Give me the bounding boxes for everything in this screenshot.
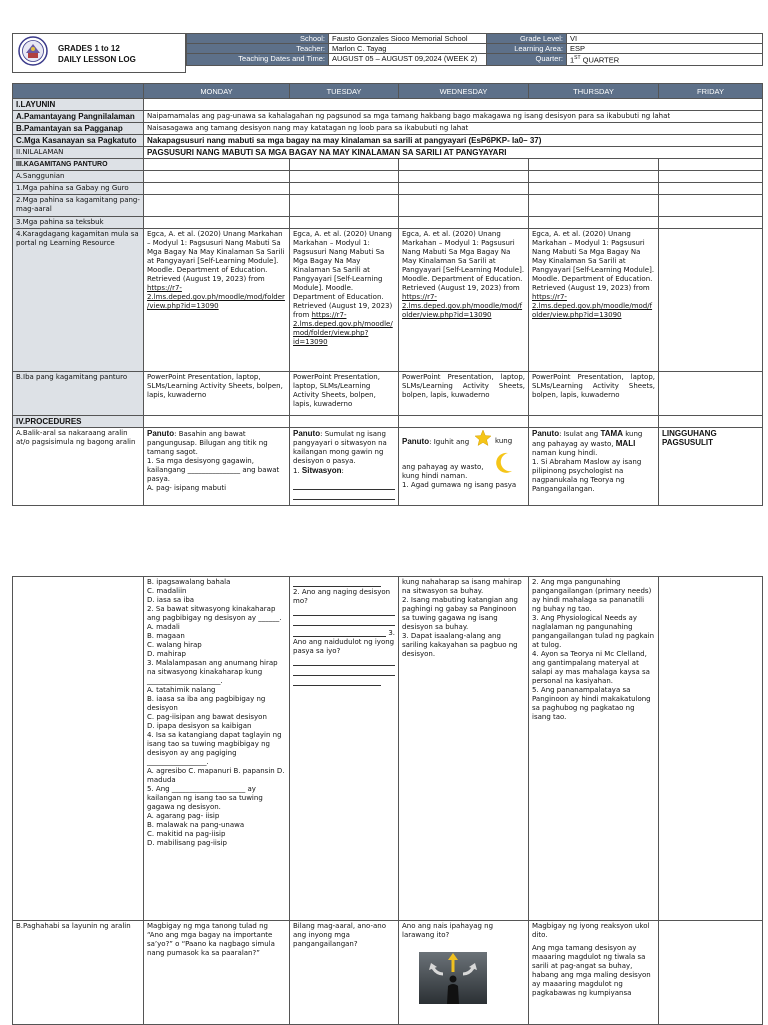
- list-item: B. malawak na pang-unawa: [147, 821, 245, 829]
- list-item: D. mabilisang pag-iisip: [147, 839, 227, 847]
- ref-thursday: Egca, A. et al. (2020) Unang Markahan – Modyul 1: Pagsusuri Nang Mabuti Sa Mga Bagay Na May Kinalaman Sa Sarili at Pangyayari [Self-Learning Module]. Moodle. Department of Education. Retrieved (August 19, 2023) from https://r7-2.lms.deped.gov.ph/moodle/mod/folder/view.php?id=13090: [529, 229, 659, 372]
- list-item: C. makitid na pag-iisip: [147, 830, 226, 838]
- cont-thursday: [529, 577, 659, 921]
- ref-link-monday[interactable]: https://r7-2.lms.deped.gov.ph/moodle/mod/folder/view.php?id=13090: [147, 284, 285, 310]
- cont-tuesday: 2. Ano ang naging desisyon mo? 3. Ano ang naidudulot ng iyong pasya sa iyo?: [290, 577, 399, 921]
- cont-wednesday: [399, 577, 529, 921]
- list-item: C. pag-iisipan ang bawat desisyon: [147, 713, 267, 721]
- kagamitan-heading: III.KAGAMITANG PANTURO: [13, 159, 144, 171]
- ref-monday: Egca, A. et al. (2020) Unang Markahan – Modyul 1: Pagsusuri Nang Mabuti Sa Mga Bagay Na May Kinalaman Sa Sarili at Pangyayari [Self-Learning Module]. Moodle. Department of Education. Retrieved (August 19, 2023) from https://r7-2.lms.deped.gov.ph/moodle/mod/folder/view.php?id=13090: [144, 229, 290, 372]
- quarter-label: Quarter:: [487, 54, 567, 66]
- day-friday: FRIDAY: [659, 84, 763, 99]
- sanggunian-label: A.Sanggunian: [13, 171, 144, 183]
- header-info-table: [186, 33, 763, 66]
- day-header-blank: [13, 84, 144, 99]
- balik-thursday: Panuto: Isulat ang TAMA kung ang pahayag ay wasto, MALI naman kung hindi. 1. Si Abraham Maslow ay isang pilipinong psychologist na nagpanukala ng Teorya ng Pangangailangan.: [529, 428, 659, 506]
- ref-wednesday: Egca, A. et al. (2020) Unang Markahan – Modyul 1: Pagsusuri Nang Mabuti Sa Mga Bagay Na May Kinalaman Sa Sarili at Pangyayari [Self-Learning Module]. Moodle. Department of Education. Retrieved (August 19, 2023) from https://r7-2.lms.deped.gov.ph/moodle/mod/folder/view.php?id=13090: [399, 229, 529, 372]
- deped-seal-icon: [18, 36, 48, 66]
- school-label: School:: [187, 34, 329, 44]
- balik-tuesday: Panuto: Sumulat ng isang pangyayari o sitwasyon na kailangan mong gawin ng desisyon o pasya. 1. Sitwasyon:: [290, 428, 399, 506]
- day-wednesday: WEDNESDAY: [399, 84, 529, 99]
- list-item: A. madali: [147, 623, 180, 631]
- teksbuk-label: 3.Mga pahina sa teksbuk: [13, 217, 144, 229]
- teacher-value: Marlon C. Tayag: [329, 44, 487, 54]
- materials-tuesday: PowerPoint Presentation, laptop, SLMs/Learning Activity Sheets, bolpen, lapis, kuwaderno: [290, 372, 399, 416]
- list-item: 4. Ayon sa Teorya ni Mc Clelland, ang gantimpalang materyal at salapi ay mas mahalaga kaysa sa personal na kasiyahan.: [532, 650, 650, 685]
- paghahabi-tuesday: Bilang mag-aaral, ano-ano ang inyong mga pangangailangan?: [290, 921, 399, 1025]
- kasanayan-text: Nakapagsusuri nang mabuti sa mga bagay na may kinalaman sa sarili at pangyayari (EsP6PKP- Ia0– 37): [144, 135, 763, 147]
- pamantayang-text: Naipamamalas ang pag-unawa sa kahalagahan ng pagsunod sa mga tamang hakbang bago makagawa ng isang desisyon para sa ikabubuti ng lahat: [144, 111, 763, 123]
- iba-pang-label: B.Iba pang kagamitang panturo: [13, 372, 144, 416]
- paghahabi-wednesday: Ano ang nais ipahayag ng larawang ito?: [399, 921, 529, 1025]
- pagganap-label: B.Pamantayan sa Pagganap: [13, 123, 144, 135]
- cont-monday: [144, 577, 290, 921]
- lesson-log-table: [12, 83, 763, 506]
- balik-friday: LINGGUHANG PAGSUSULIT: [659, 428, 763, 506]
- day-tuesday: TUESDAY: [290, 84, 399, 99]
- karagdagang-label: 4.Karagdagang kagamitan mula sa portal ng Learning Resource: [13, 229, 144, 372]
- list-item: A. agresibo C. mapanuri B. papansin D. maduda: [147, 767, 285, 784]
- materials-monday: PowerPoint Presentation, laptop, SLMs/Learning Activity Sheets, bolpen, lapis, kuwaderno: [144, 372, 290, 416]
- ref-link-tuesday[interactable]: https://r7-2.lms.deped.gov.ph/moodle/mod/folder/view.php?id=13090: [293, 311, 393, 346]
- list-item: 5. Ang _____________________ ay kailangan ng isang tao sa tuwing gagawa ng desisyon.: [147, 785, 263, 811]
- list-item: 4. Isa sa katangiang dapat taglayin ng isang tao sa tuwing magbibigay ng desisyon ay ang pagiging: [147, 731, 282, 757]
- balik-monday: Panuto: Basahin ang bawat pangungusap. Bilugan ang titik ng tamang sagot. 1. Sa mga desisyong gagawin, kailangang _______________ ang bawat pasya. A. pag- isipang mabuti: [144, 428, 290, 506]
- title-line-2: DAILY LESSON LOG: [58, 55, 136, 64]
- dates-value: AUGUST 05 – AUGUST 09,2024 (WEEK 2): [329, 54, 487, 66]
- list-item: _________________.: [147, 758, 209, 766]
- list-item: D. ipapa desisyon sa kaibigan: [147, 722, 252, 730]
- ref-link-thursday[interactable]: https://r7-2.lms.deped.gov.ph/moodle/mod/folder/view.php?id=13090: [532, 293, 653, 319]
- dates-label: Teaching Dates and Time:: [187, 54, 329, 66]
- list-item: 5. Ang pananampalataya sa Panginoon ay hindi makakatulong sa paghubog ng pagkatao ng isang tao.: [532, 686, 651, 721]
- grade-label: Grade Level:: [487, 34, 567, 44]
- list-item: B. magaan: [147, 632, 185, 640]
- ref-link-wednesday[interactable]: https://r7-2.lms.deped.gov.ph/moodle/mod/folder/view.php?id=13090: [402, 293, 523, 319]
- list-item: C. madaliin: [147, 587, 187, 595]
- area-label: Learning Area:: [487, 44, 567, 54]
- list-item: 2. Ang mga pangunahing pangangailangan (primary needs) ay hindi mahalaga sa pananatili ng buhay ng tao.: [532, 578, 652, 613]
- list-item: 2. Sa bawat sitwasyong kinakaharap ang pagbibigay ng desisyon ay ______.: [147, 605, 282, 622]
- title-line-1: GRADES 1 to 12: [58, 44, 120, 53]
- gabay-label: 1.Mga pahina sa Gabay ng Guro: [13, 183, 144, 195]
- lesson-log-table-continued: [12, 576, 763, 1025]
- layunin-heading: I.LAYUNIN: [13, 99, 144, 111]
- materials-thursday: PowerPoint Presentation, laptop, SLMs/Learning Activity Sheets, bolpen, lapis, kuwaderno: [529, 372, 659, 416]
- kagamitang-pang-label: 2.Mga pahina sa kagamitang pang-mag-aaral: [13, 195, 144, 217]
- list-item: C. walang hirap: [147, 641, 202, 649]
- area-value: ESP: [567, 44, 763, 54]
- list-item: kung nahaharap sa isang mahirap na sitwasyon sa buhay.: [402, 578, 522, 595]
- list-item: A. agarang pag- iisip: [147, 812, 220, 820]
- teacher-label: Teacher:: [187, 44, 329, 54]
- crossroads-image: [419, 952, 525, 1004]
- star-icon: [474, 429, 492, 447]
- nilalaman-text: PAGSUSURI NANG MABUTI SA MGA BAGAY NA MAY KINALAMAN SA SARILI AT PANGYAYARI: [144, 147, 763, 159]
- list-item: A. tatahimik nalang: [147, 686, 216, 694]
- list-item: 3. Malalampasan ang anumang hirap na sitwasyong kinakaharap kung _____________________.: [147, 659, 278, 685]
- grade-value: VI: [567, 34, 763, 44]
- pagganap-text: Naisasagawa ang tamang desisyon nang may katatagan ng loob para sa ikabubuti ng lahat: [144, 123, 763, 135]
- list-item: B. iaasa sa iba ang pagbibigay ng desisyon: [147, 695, 266, 712]
- list-item: 3. Ang Physiological Needs ay naglalaman ng pangunahing pangangailangan tulad ng pagkain at tulog.: [532, 614, 655, 649]
- balik-wednesday: Panuto: Iguhit ang kung ang pahayag ay wasto, kung hindi naman. 1. Agad gumawa ng isang pasya: [399, 428, 529, 506]
- kasanayan-label: C.Mga Kasanayan sa Pagkatuto: [13, 135, 144, 147]
- list-item: D. mahirap: [147, 650, 186, 658]
- paghahabi-monday: Magbigay ng mga tanong tulad ng “Ano ang mga bagay na importante sa’yo?” o “Paano ka nagbago simula nang pumasok ka sa paaralan?”: [144, 921, 290, 1025]
- list-item: D. iasa sa iba: [147, 596, 195, 604]
- materials-wednesday: PowerPoint Presentation, laptop, SLMs/Learning Activity Sheets, bolpen, lapis, kuwaderno: [399, 372, 529, 416]
- day-header-row: [13, 84, 763, 99]
- day-monday: MONDAY: [144, 84, 290, 99]
- list-item: B. ipagsawalang bahala: [147, 578, 231, 586]
- balik-aral-label: A.Balik-aral sa nakaraang aralin at/o pagsisimula ng bagong aralin: [13, 428, 144, 506]
- paghahabi-label: B.Paghahabi sa layunin ng aralin: [13, 921, 144, 1025]
- header-title: [58, 43, 136, 65]
- pamantayang-label: A.Pamantayang Pangnilalaman: [13, 111, 144, 123]
- paghahabi-thursday: Magbigay ng iyong reaksyon ukol dito. Ang mga tamang desisyon ay maaaring magdulot ng tiwala sa sarili at pag-angat sa buhay, habang ang mga maling desisyon ay maaaring magdulot ng pagkabawas ng kumpiyansa: [529, 921, 659, 1025]
- list-item: 2. Isang mabuting katangian ang paghingi ng gabay sa Panginoon sa tuwing gagawa ng isang desisyon sa buhay.: [402, 596, 518, 631]
- procedures-heading: IV.PROCEDURES: [13, 416, 144, 428]
- list-item: 3. Dapat isaalang-alang ang sariling kakayahan sa pagbuo ng desisyon.: [402, 632, 518, 658]
- school-value: Fausto Gonzales Sioco Memorial School: [329, 34, 487, 44]
- moon-icon: [496, 451, 514, 475]
- quarter-value: 1ST QUARTER: [567, 54, 763, 66]
- ref-tuesday: Egca, A. et al. (2020) Unang Markahan – Modyul 1: Pagsusuri Nang Mabuti Sa Mga Bagay Na May Kinalaman Sa Sarili at Pangyayari [Self-Learning Module]. Moodle. Department of Education. Retrieved (August 19, 2023) from https://r7-2.lms.deped.gov.ph/moodle/mod/folder/view.php?id=13090: [290, 229, 399, 372]
- nilalaman-label: II.NILALAMAN: [13, 147, 144, 159]
- day-thursday: THURSDAY: [529, 84, 659, 99]
